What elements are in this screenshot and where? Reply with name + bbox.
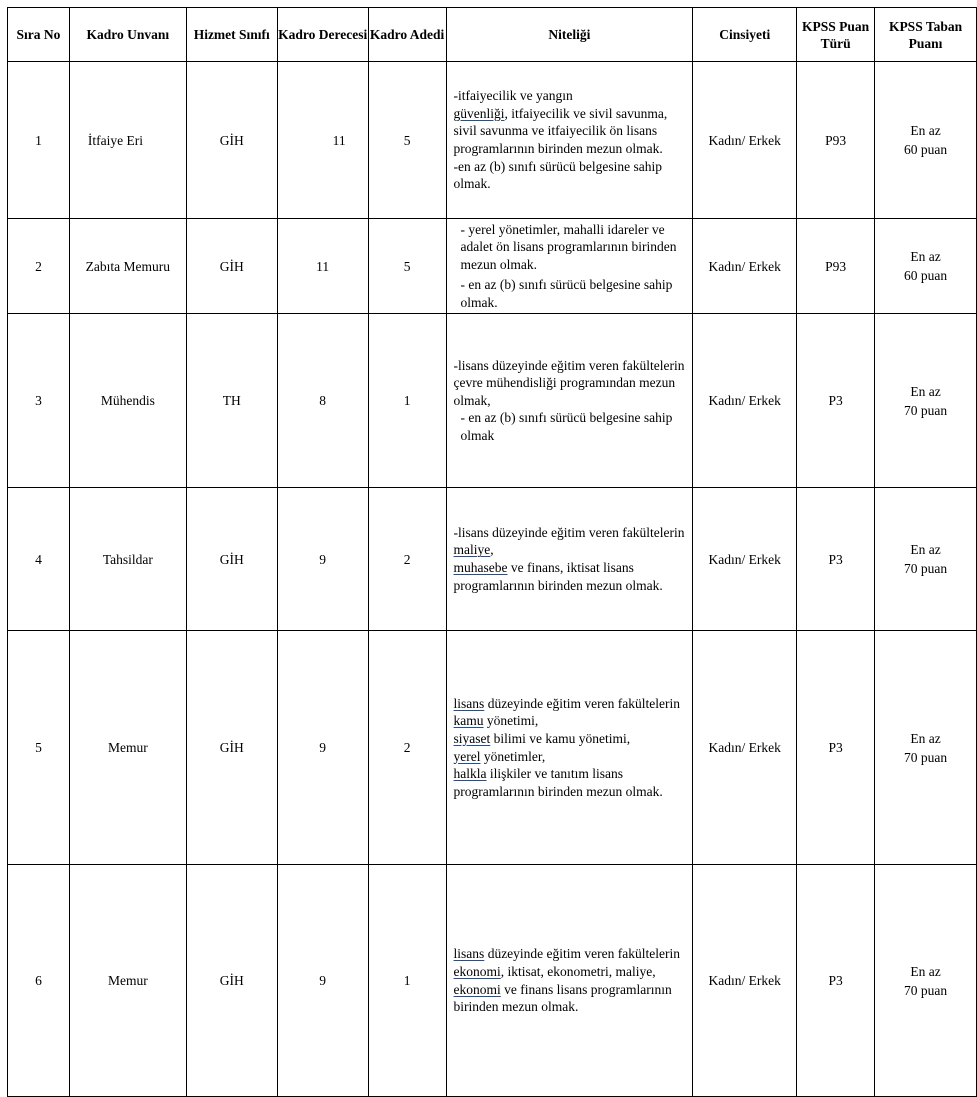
underlined-term: muhasebe [453, 560, 508, 575]
nitelik-line: - en az (b) sınıfı sürücü belgesine sahip olmak [460, 410, 673, 443]
underlined-term: yerel [453, 748, 481, 764]
taban-line: En az [910, 963, 941, 979]
nitelik-line [454, 730, 687, 748]
cell-cinsiyeti: Kadın/ Erkek [693, 314, 797, 488]
table-row [8, 631, 977, 865]
cell-kadro-derecesi: 9 [277, 631, 368, 865]
cell-kadro-unvani: Tahsildar [69, 488, 186, 631]
nitelik-text: , [490, 542, 494, 558]
cell-sira-no: 2 [8, 219, 70, 314]
nitelik-text: ve finans, iktisat lisans programlarının birinden mezun olmak. [453, 560, 663, 593]
cell-kpss-puan-turu: P3 [797, 488, 875, 631]
nitelik-line: - en az (b) sınıfı sürücü belgesine sahip olmak. [460, 277, 673, 310]
nitelik-text: yönetimler, [480, 748, 546, 764]
header-kadro-unvani: Kadro Unvanı [69, 8, 186, 62]
nitelik-text: ve finans lisans programlarının birinden mezun olmak. [453, 981, 672, 1015]
cell-kadro-adedi: 2 [368, 631, 446, 865]
cell-kadro-unvani: İtfaiye Eri [69, 62, 186, 219]
cell-kadro-unvani: Mühendis [69, 314, 186, 488]
nitelik-line: -en az (b) sınıfı sürücü belgesine sahip olmak. [453, 158, 662, 192]
underlined-term: kamu [453, 713, 484, 729]
taban-line: En az [910, 249, 941, 264]
table-row [8, 314, 977, 488]
table-row [8, 219, 977, 314]
nitelik-line [454, 695, 687, 713]
underlined-term: ekonomi [453, 981, 501, 997]
cell-kadro-derecesi: 8 [277, 314, 368, 488]
nitelik-line [454, 106, 668, 156]
taban-line: 70 puan [903, 402, 948, 418]
cell-kpss-taban-puani [875, 62, 977, 219]
cell-kpss-taban-puani [875, 488, 977, 631]
nitelik-line [454, 712, 687, 730]
cell-niteligi [446, 314, 693, 488]
cell-niteligi [446, 488, 693, 631]
cell-kadro-unvani: Memur [69, 865, 186, 1097]
cell-cinsiyeti: Kadın/ Erkek [693, 219, 797, 314]
taban-line: En az [910, 730, 941, 746]
cell-cinsiyeti: Kadın/ Erkek [693, 62, 797, 219]
taban-line: 70 puan [903, 982, 948, 998]
nitelik-line [454, 765, 687, 800]
underlined-term: maliye [453, 542, 491, 558]
table-row [8, 865, 977, 1097]
cell-hizmet-sinifi: GİH [186, 631, 277, 865]
taban-line: 60 puan [903, 142, 948, 157]
underlined-term: lisans [453, 695, 485, 711]
cell-niteligi [446, 631, 693, 865]
cell-cinsiyeti: Kadın/ Erkek [693, 865, 797, 1097]
nitelik-text: ilişkiler ve tanıtım lisans programlarının birinden mezun olmak. [453, 766, 663, 799]
nitelik-line: -lisans düzeyinde eğitim veren fakültelerin [453, 524, 685, 540]
taban-line: En az [910, 123, 941, 138]
taban-line: 60 puan [903, 268, 948, 283]
header-kpss-puan-turu: KPSS Puan Türü [797, 8, 875, 62]
cell-hizmet-sinifi: TH [186, 314, 277, 488]
cell-hizmet-sinifi: GİH [186, 488, 277, 631]
header-kadro-derecesi: Kadro Derecesi [277, 8, 368, 62]
table-row [8, 62, 977, 219]
nitelik-line: - yerel yönetimler, mahalli idareler ve adalet ön lisans programlarının birinden mezun olmak. [460, 221, 677, 272]
cell-hizmet-sinifi: GİH [186, 219, 277, 314]
cell-kpss-puan-turu: P93 [797, 62, 875, 219]
nitelik-line [454, 748, 687, 766]
cell-kadro-unvani: Zabıta Memuru [69, 219, 186, 314]
cell-sira-no: 1 [8, 62, 70, 219]
cell-kadro-derecesi: 9 [277, 865, 368, 1097]
nitelik-text: düzeyinde eğitim veren fakültelerin [484, 695, 680, 711]
nitelik-line [454, 541, 687, 559]
nitelik-line [454, 963, 687, 981]
cell-kpss-taban-puani [875, 314, 977, 488]
cell-kpss-puan-turu: P3 [797, 865, 875, 1097]
cell-kpss-puan-turu: P93 [797, 219, 875, 314]
nitelik-line: -itfaiyecilik ve yangın [453, 88, 573, 104]
nitelik-text: bilimi ve kamu yönetimi, [490, 730, 631, 746]
cell-kadro-adedi: 2 [368, 488, 446, 631]
cell-kadro-derecesi: 9 [277, 488, 368, 631]
cell-kadro-unvani: Memur [69, 631, 186, 865]
nitelik-text: yönetimi, [483, 713, 539, 729]
cell-kadro-adedi: 5 [368, 219, 446, 314]
underlined-term: siyaset [453, 730, 491, 746]
cell-kpss-taban-puani [875, 865, 977, 1097]
cell-sira-no: 6 [8, 865, 70, 1097]
cell-niteligi [446, 62, 693, 219]
nitelik-line [454, 981, 687, 1016]
header-hizmet-sinifi: Hizmet Sınıfı [186, 8, 277, 62]
header-kadro-adedi: Kadro Adedi [368, 8, 446, 62]
cell-niteligi [446, 219, 693, 314]
nitelik-text: , iktisat, ekonometri, maliye, [500, 963, 656, 979]
kadro-table [7, 7, 977, 1097]
header-row [8, 8, 977, 62]
nitelik-text: , itfaiyecilik ve sivil savunma, sivil savunma ve itfaiyecilik ön lisans programlarının birinden mezun olmak. [453, 105, 668, 156]
taban-line: En az [910, 542, 941, 557]
cell-kpss-puan-turu: P3 [797, 631, 875, 865]
cell-niteligi [446, 865, 693, 1097]
cell-sira-no: 5 [8, 631, 70, 865]
nitelik-line: -lisans düzeyinde eğitim veren fakültelerin çevre mühendisliği programından mezun olmak, [453, 357, 685, 408]
cell-kadro-derecesi: 11 [277, 219, 368, 314]
cell-kpss-taban-puani [875, 631, 977, 865]
table-row [8, 488, 977, 631]
cell-hizmet-sinifi: GİH [186, 62, 277, 219]
header-sira-no: Sıra No [8, 8, 70, 62]
cell-kadro-adedi: 1 [368, 865, 446, 1097]
underlined-term: halkla [453, 766, 487, 782]
nitelik-text: düzeyinde eğitim veren fakültelerin [484, 946, 680, 962]
underlined-term: güvenliği [453, 105, 505, 121]
taban-line: En az [910, 383, 941, 399]
header-niteligi: Niteliği [446, 8, 693, 62]
cell-kpss-taban-puani [875, 219, 977, 314]
cell-cinsiyeti: Kadın/ Erkek [693, 488, 797, 631]
cell-hizmet-sinifi: GİH [186, 865, 277, 1097]
cell-sira-no: 4 [8, 488, 70, 631]
underlined-term: ekonomi [453, 963, 501, 979]
header-cinsiyeti: Cinsiyeti [693, 8, 797, 62]
taban-line: 70 puan [903, 749, 948, 765]
cell-kadro-derecesi: 11 [277, 62, 368, 219]
cell-kadro-adedi: 1 [368, 314, 446, 488]
cell-sira-no: 3 [8, 314, 70, 488]
nitelik-line [454, 559, 687, 594]
cell-kadro-adedi: 5 [368, 62, 446, 219]
nitelik-line [454, 945, 687, 963]
cell-kpss-puan-turu: P3 [797, 314, 875, 488]
header-kpss-taban-puani: KPSS Taban Puanı [875, 8, 977, 62]
taban-line: 70 puan [903, 561, 948, 576]
cell-cinsiyeti: Kadın/ Erkek [693, 631, 797, 865]
underlined-term: lisans [453, 946, 485, 962]
